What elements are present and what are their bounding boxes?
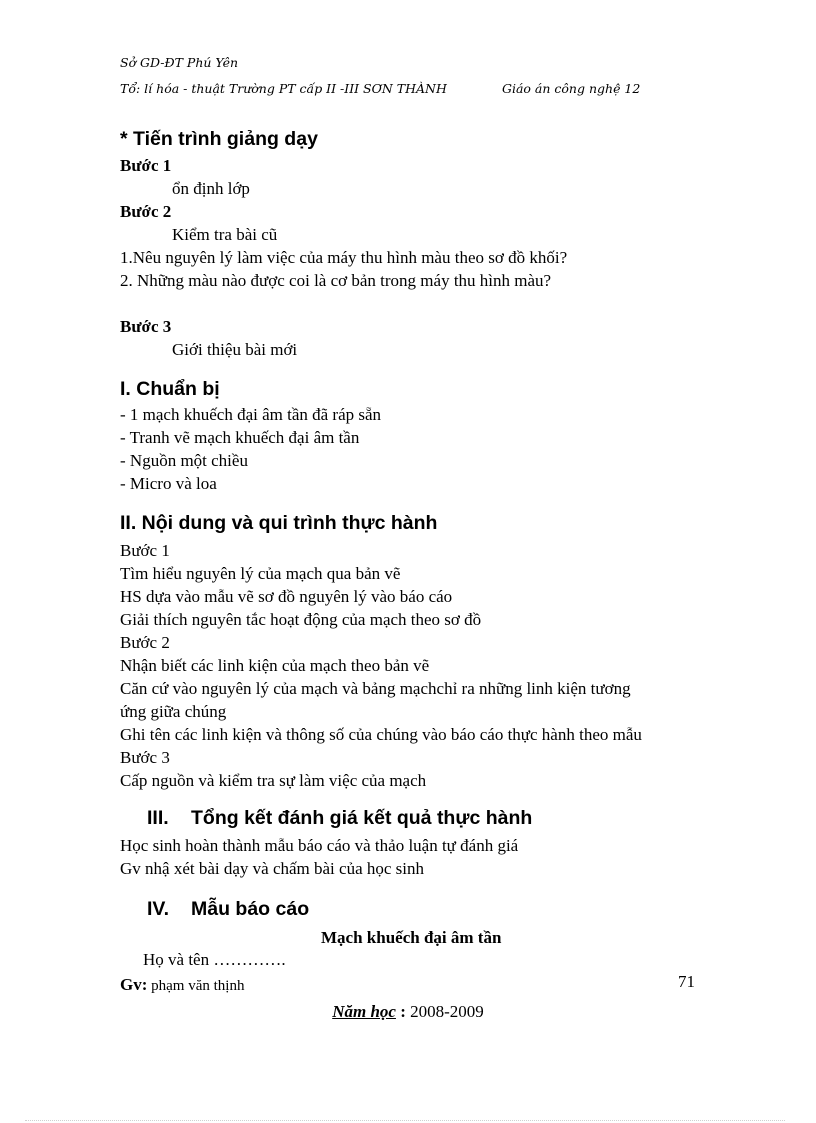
prep-item: - 1 mạch khuếch đại âm tần đã ráp sẵn	[120, 405, 382, 424]
summary-line: Học sinh hoàn thành mẫu báo cáo và thảo luận tự đánh giá	[120, 836, 519, 855]
content-line: Bước 1	[120, 541, 170, 560]
content-line: HS dựa vào mẫu vẽ sơ đồ nguyên lý vào báo cáo	[120, 587, 453, 606]
school-year	[0, 1002, 816, 1022]
content-line: ứng giữa chúng	[120, 702, 227, 721]
prep-item: - Tranh vẽ mạch khuếch đại âm tần	[120, 428, 360, 447]
page-number: 71	[678, 972, 695, 991]
summary-title: Tổng kết đánh giá kết quả thực hành	[191, 807, 533, 829]
content-line: Ghi tên các linh kiện và thông số của chúng vào báo cáo thực hành theo mẫu	[120, 725, 642, 744]
prep-item: - Nguồn một chiều	[120, 451, 248, 470]
prep-item: - Micro và loa	[120, 474, 217, 493]
content-line: Cấp nguồn và kiểm tra sự làm việc của mạch	[120, 771, 427, 790]
step2-text: Kiểm tra bài cũ	[172, 225, 278, 244]
name-line: Họ và tên ………….	[143, 950, 286, 969]
step3-label: Bước 3	[120, 317, 172, 336]
report-title: Mẫu báo cáo	[191, 898, 310, 920]
footer-teacher	[120, 975, 244, 995]
process-title: * Tiến trình giảng dạy	[120, 128, 318, 150]
report-heading	[147, 897, 309, 921]
teacher-name: phạm văn thịnh	[151, 978, 245, 994]
step1-label: Bước 1	[120, 156, 172, 175]
report-number: IV.	[147, 898, 170, 920]
header-school: Tổ: lí hóa - thuật Trường PT cấp II -III SƠN THÀNH	[120, 81, 447, 96]
step2-label: Bước 2	[120, 202, 172, 221]
content-line: Giải thích nguyên tắc hoạt động của mạch theo sơ đồ	[120, 610, 482, 629]
report-center-heading: Mạch khuếch đại âm tần	[321, 928, 502, 947]
content-line: Căn cứ vào nguyên lý của mạch và bảng mạchchỉ ra những linh kiện tương	[120, 679, 631, 698]
year-label: Năm học	[332, 1002, 396, 1021]
header-department: Sở GD-ĐT Phú Yên	[120, 55, 239, 70]
page-edge-divider	[25, 1120, 785, 1121]
content-title: II. Nội dung và qui trình thực hành	[120, 512, 438, 534]
summary-line: Gv nhậ xét bài dạy và chấm bài của học sinh	[120, 859, 425, 878]
year-value: 2008-2009	[410, 1002, 484, 1021]
question-1: 1.Nêu nguyên lý làm việc của máy thu hình màu theo sơ đồ khối?	[120, 248, 568, 267]
header-subject: Giáo án công nghệ 12	[502, 81, 641, 96]
summary-number: III.	[147, 807, 169, 829]
content-line: Bước 3	[120, 748, 170, 767]
prep-title: I. Chuẩn bị	[120, 378, 220, 400]
step1-text: ổn định lớp	[172, 179, 250, 198]
question-2: 2. Những màu nào được coi là cơ bản trong máy thu hình màu?	[120, 271, 552, 290]
content-line: Nhận biết các linh kiện của mạch theo bản vẽ	[120, 656, 430, 675]
summary-heading	[147, 806, 532, 830]
teacher-label: Gv:	[120, 975, 148, 994]
step3-text: Giới thiệu bài mới	[172, 340, 298, 359]
content-line: Tìm hiểu nguyên lý của mạch qua bản vẽ	[120, 564, 401, 583]
content-line: Bước 2	[120, 633, 170, 652]
year-separator: :	[395, 1002, 411, 1021]
